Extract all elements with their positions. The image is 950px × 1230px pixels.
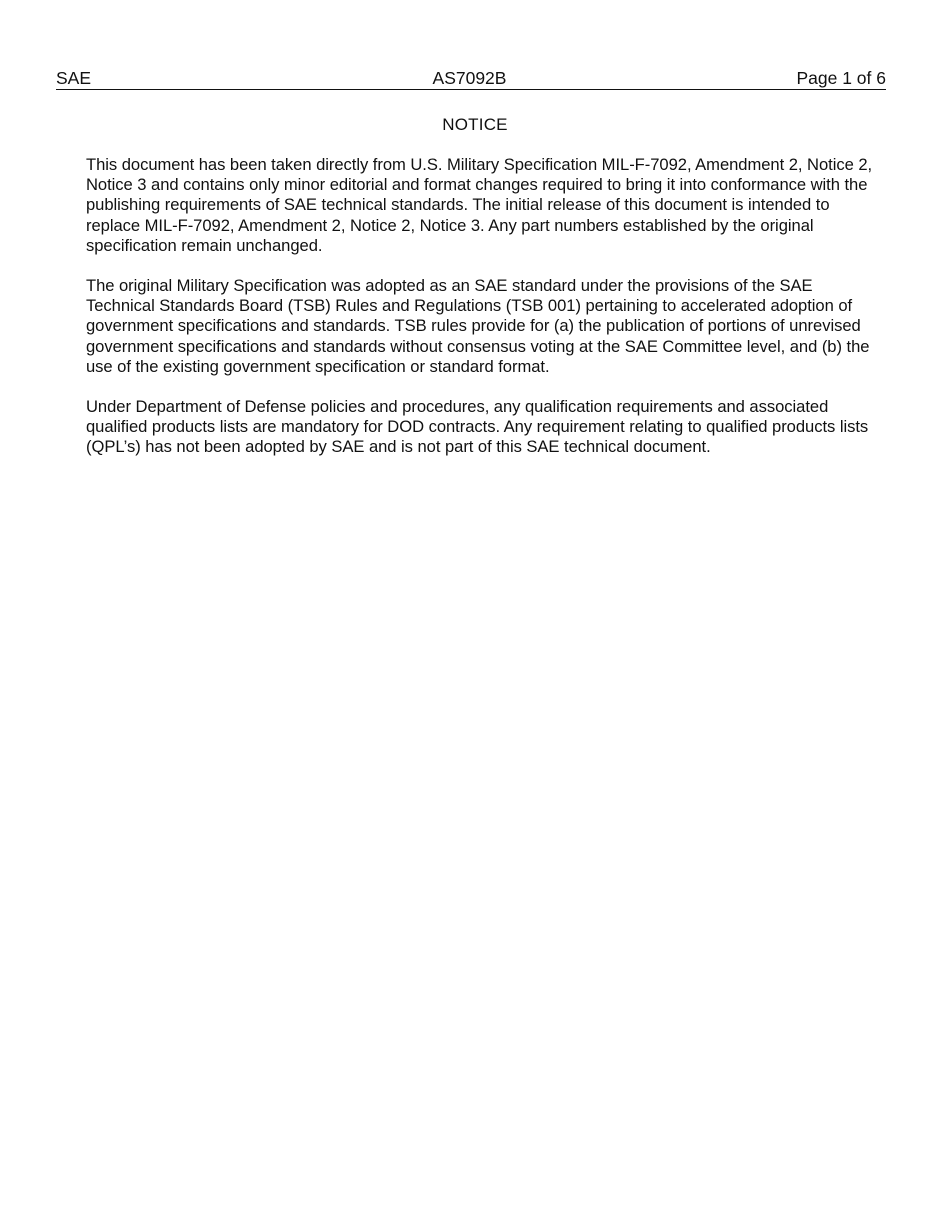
- header-document-number: AS7092B: [432, 68, 507, 88]
- header-organization: SAE: [56, 68, 92, 88]
- header-page-number: Page 1 of 6: [796, 68, 886, 88]
- notice-title: NOTICE: [442, 115, 508, 134]
- notice-body: [86, 155, 876, 478]
- notice-paragraph-1: This document has been taken directly from U.S. Military Specification MIL-F-7092, Amendment 2, Notice 2, Notice 3 and contains only minor editorial and format changes required to bring it into conformance with the publishing requirements of SAE technical standards. The initial release of this document is intended to replace MIL-F-7092, Amendment 2, Notice 2, Notice 3. Any part numbers established by the original specification remain unchanged.: [86, 155, 873, 255]
- notice-paragraph-2: The original Military Specification was adopted as an SAE standard under the provisions of the SAE Technical Standards Board (TSB) Rules and Regulations (TSB 001) pertaining to accelerated adoption of government specifications and standards. TSB rules provide for (a) the publication of portions of unrevised government specifications and standards without consensus voting at the SAE Committee level, and (b) the use of the existing government specification or standard format.: [86, 276, 870, 376]
- notice-paragraph-3: Under Department of Defense policies and procedures, any qualification requirements and associated qualified products lists are mandatory for DOD contracts. Any requirement relating to qualified products lists (QPL’s) has not been adopted by SAE and is not part of this SAE technical document.: [86, 397, 869, 457]
- page-header: [56, 67, 886, 90]
